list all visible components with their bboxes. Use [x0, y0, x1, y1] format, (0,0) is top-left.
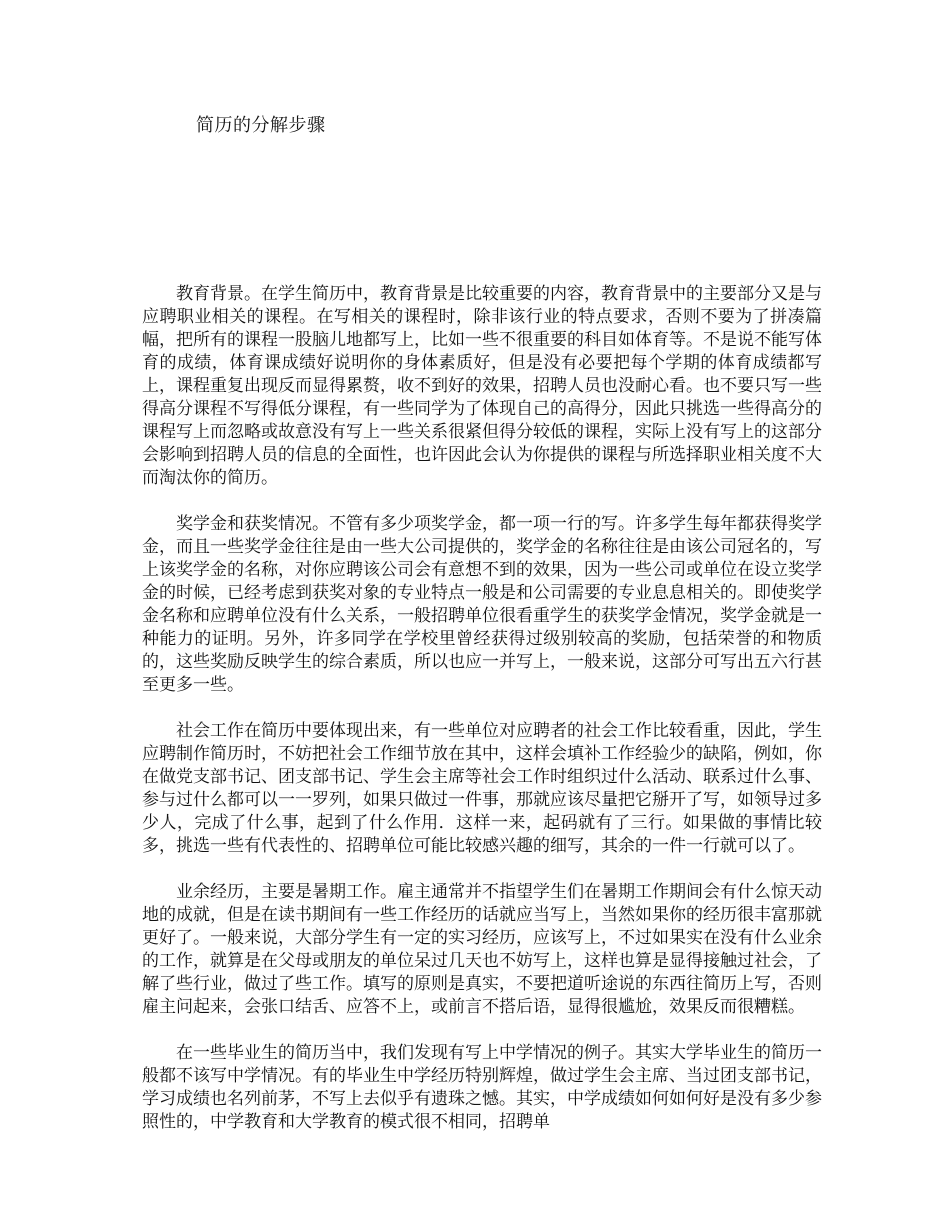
paragraph-social-work: 社会工作在简历中要体现出来，有一些单位对应聘者的社会工作比较看重，因此，学生应聘制作简历时，不妨把社会工作细节放在其中，这样会填补工作经验少的缺陷，例如，你在做党支部书记、团支部书记、学生会主席等社会工作时组织过什么活动、联系过什么事、参与过什么都可以一一罗列，如果只做过一件事，那就应该尽量把它掰开了写，如领导过多少人，完成了什么事，起到了什么作用．这样一来，起码就有了三行。如果做的事情比较多，挑选一些有代表性的、招聘单位可能比较感兴趣的细写，其余的一件一行就可以了。	[142, 721, 822, 856]
paragraph-scholarships: 奖学金和获奖情况。不管有多少项奖学金，都一项一行的写。许多学生每年都获得奖学金，而且一些奖学金往往是由一些大公司提供的，奖学金的名称往往是由该公司冠名的，写上该奖学金的名称，对你应聘该公司会有意想不到的效果，因为一些公司或单位在设立奖学金的时候，已经考虑到获奖对象的专业特点一般是和公司需要的专业息息相关的。即使奖学金名称和应聘单位没有什么关系，一般招聘单位很看重学生的获奖学金情况，奖学金就是一种能力的证明。另外，许多同学在学校里曾经获得过级别较高的奖励，包括荣誉的和物质的，这些奖励反映学生的综合素质，所以也应一并写上，一般来说，这部分可写出五六行甚至更多一些。	[142, 514, 822, 695]
paragraph-spare-time-experience: 业余经历，主要是暑期工作。雇主通常并不指望学生们在暑期工作期间会有什么惊天动地的成就，但是在读书期间有一些工作经历的话就应当写上，当然如果你的经历很丰富那就更好了。一般来说，大部分学生有一定的实习经历，应该写上，不过如果实在没有什么业余的工作，就算是在父母或朋友的单位呆过几天也不妨写上，这样也算是显得接触过社会，了解了些行业，做过了些工作。填写的原则是真实，不要把道听途说的东西往简历上写，否则雇主问起来，会张口结舌、应答不上，或前言不搭后语，显得很尴尬，效果反而很糟糕。	[142, 882, 822, 1017]
paragraph-high-school: 在一些毕业生的简历当中，我们发现有写上中学情况的例子。其实大学毕业生的简历一般都不该写中学情况。有的毕业生中学经历特别辉煌，做过学生会主席、当过团支部书记，学习成绩也名列前茅，不写上去似乎有遗珠之憾。其实，中学成绩如何如何好是没有多少参照性的，中学教育和大学教育的模式很不相同，招聘单	[142, 1043, 822, 1132]
document-title: 简历的分解步骤	[196, 115, 326, 136]
paragraph-education: 教育背景。在学生简历中，教育背景是比较重要的内容，教育背景中的主要部分又是与应聘职业相关的课程。在写相关的课程时，除非该行业的特点要求，否则不要为了拼凑篇幅，把所有的课程一股脑儿地都写上，比如一些不很重要的科目如体育等。不是说不能写体育的成绩，体育课成绩好说明你的身体素质好，但是没有必要把每个学期的体育成绩都写上，课程重复出现反而显得累赘，收不到好的效果，招聘人员也没耐心看。也不要只写一些得高分课程不写得低分课程，有一些同学为了体现自己的高得分，因此只挑选一些得高分的课程写上而忽略或故意没有写上一些关系很紧但得分较低的课程，实际上没有写上的这部分会影响到招聘人员的信息的全面性，也许因此会认为你提供的课程与所选择职业相关度不大而淘汰你的简历。	[142, 284, 822, 488]
document-body	[142, 283, 822, 1157]
